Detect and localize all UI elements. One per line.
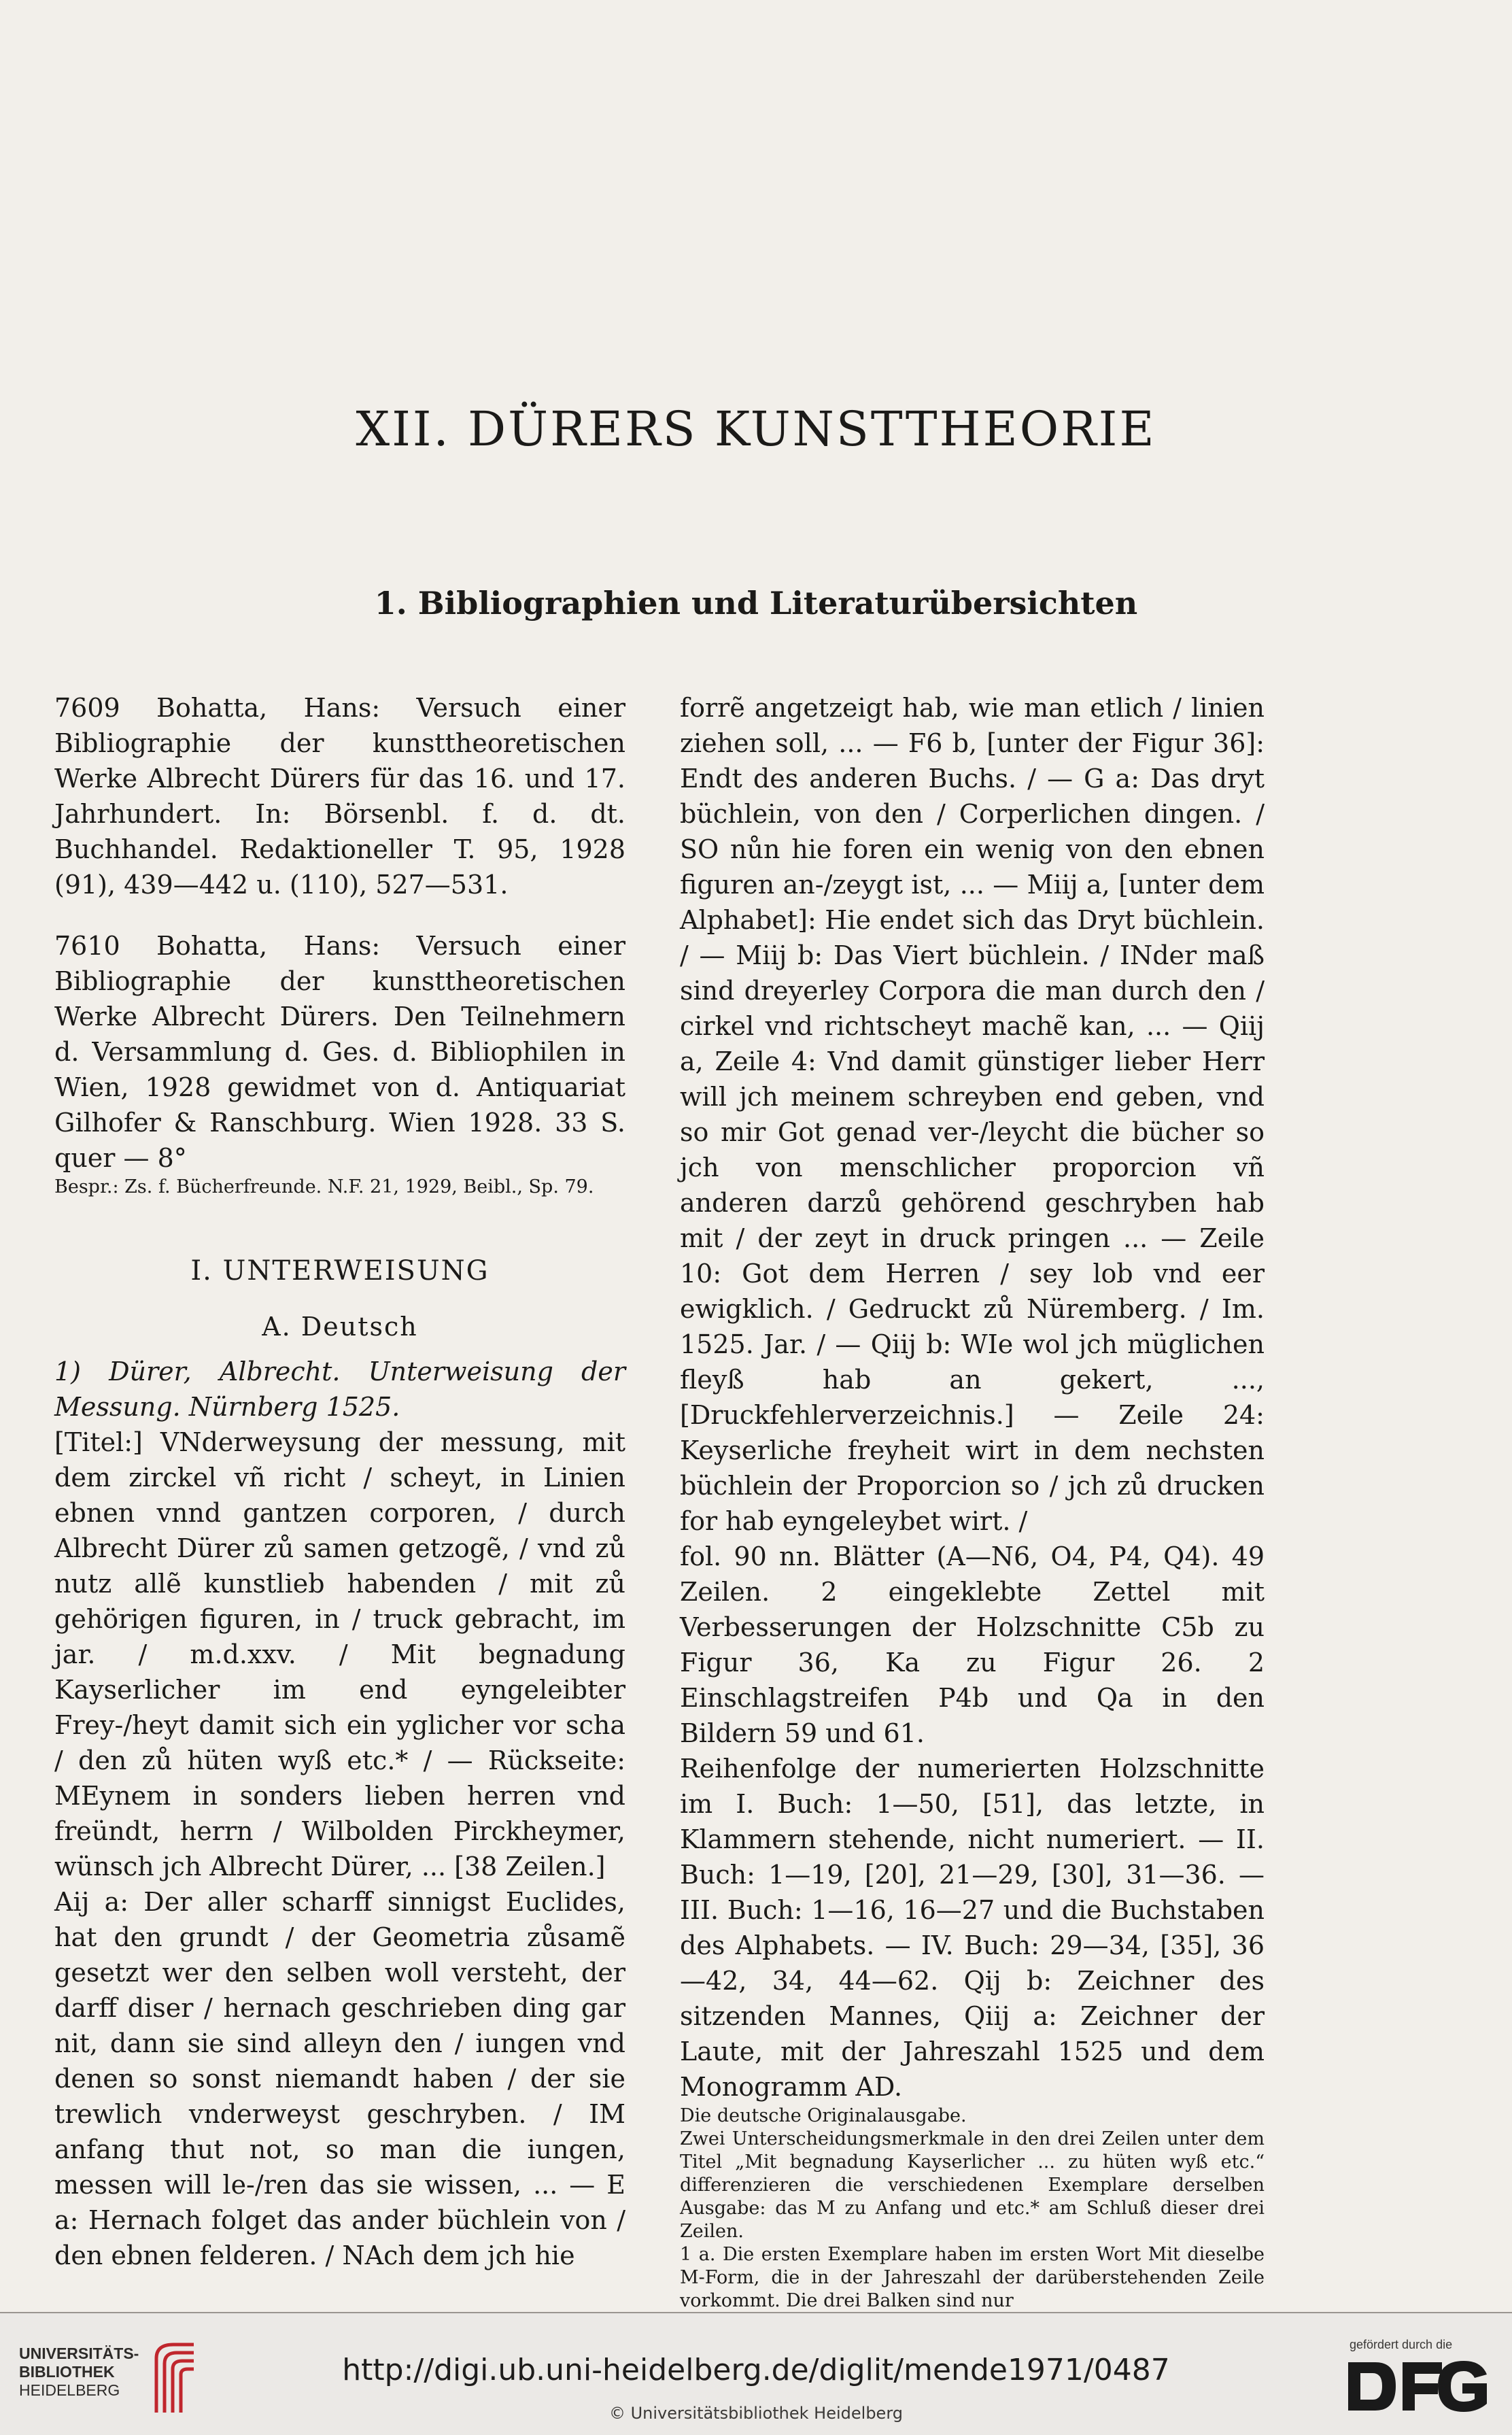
heading-deutsch: A. Deutsch xyxy=(262,1312,418,1342)
item-title: 1) Dürer, Albrecht. Unterweisung der Messung. Nürnberg 1525. xyxy=(54,1357,625,1422)
title-transcription: [Titel:] VNderweysung der messung, mit dem zirckel vñ richt / scheyt, in Linien ebnen vnnd gantzen corporen, / durch Albrecht Dürer zů samen getzogẽ, / vnd zů nutz allẽ kunstlieb habenden / mit zů gehörigen figuren, in / truck gebracht, im jar. / m.d.xxv. / Mit begnadung Kayserlicher im end eyngeleibter Frey-/heyt damit sich ein yglicher vor scha / den zů hüten wyß etc.* / — Rückseite: MEynem in sonders lieben herren vnd freündt, herrn / Wilbolden Pirckheymer, wünsch jch Albrecht Dürer, ... [38 Zeilen.] xyxy=(54,1427,625,1881)
copyright-notice: © Universitätsbibliothek Heidelberg xyxy=(608,2404,903,2423)
permalink-url[interactable]: http://digi.ub.uni-heidelberg.de/diglit/mende1971/0487 xyxy=(342,2353,1170,2387)
library-line-2: BIBLIOTHEK xyxy=(19,2363,115,2381)
note-1a: 1 a. Die ersten Exemplare haben im ersten Wort Mit dieselbe M-Form, die in der Jahreszahl der darüberstehenden Zeile vorkommt. Die drei Balken sind nur xyxy=(680,2244,1265,2311)
bibliography-entry-7609: 7609 Bohatta, Hans: Versuch einer Bibliographie der kunsttheoretischen Werke Albrecht Dürers für das 16. und 17. Jahrhundert. In: Börsenbl. f. d. dt. Buchhandel. Redaktioneller T. 95, 1928 (91), 439—442 u. (110), 527—531. xyxy=(54,693,625,900)
note-distinguishing-marks: Zwei Unterscheidungsmerkmale in den drei Zeilen unter dem Titel „Mit begnadung Kayserlicher ... zu hüten wyß etc.“ differenzieren die verschiedenen Exemplare derselben Ausgabe: das M zu Anfang und etc.* am Schluß dieser drei Zeilen. xyxy=(680,2128,1265,2242)
collation-paragraph: fol. 90 nn. Blätter (A—N6, O4, P4, Q4). 49 Zeilen. 2 eingeklebte Zettel mit Verbesserungen der Holzschnitte C5b zu Figur 36, Ka zu Figur 26. 2 Einschlagstreifen P4b und Qa in den Bildern 59 und 61. xyxy=(680,1542,1265,1748)
section-title: 1. Bibliographien und Literaturübersichten xyxy=(374,585,1138,621)
note-original-edition: Die deutsche Originalausgabe. xyxy=(680,2105,967,2126)
woodcut-order-paragraph: Reihenfolge der numerierten Holzschnitte im I. Buch: 1—50, [51], das letzte, in Klammern stehende, nicht numeriert. — II. Buch: 1—19, [20], 21—29, [30], 31—36. — III. Buch: 1—16, 16—27 und die Buchstaben des Alphabets. — IV. Buch: 29—34, [35], 36—42, 34, 44—62. Qij b: Zeichner des sitzenden Mannes, Qiij a: Zeichner der Laute, mit der Jahreszahl 1525 und dem Monogramm AD. xyxy=(680,1754,1265,2102)
left-column xyxy=(54,690,625,2273)
heading-unterweisung: I. UNTERWEISUNG xyxy=(190,1255,489,1287)
text-transcription: Aij a: Der aller scharff sinnigst Euclides, hat den grundt / der Geometria zůsamẽ gesetzt wer den selben woll versteht, der darff diser / hernach geschrieben ding gar nit, dann sie sind alleyn den / iungen vnd denen so sonst niemandt haben / der sie trewlich vnderweyst geschryben. / IM anfang thut not, so man die iungen, messen will le-/ren das sie wissen, ... — E a: Hernach folget das ander büchlein von / den ebnen felderen. / NAch dem jch hie xyxy=(54,1887,625,2270)
bibliography-entry-7610: 7610 Bohatta, Hans: Versuch einer Bibliographie der kunsttheoretischen Werke Albrecht Dürers. Den Teilnehmern d. Versammlung d. Ges. d. Bibliophilen in Wien, 1928 gewidmet von d. Antiquariat Gilhofer & Ranschburg. Wien 1928. 33 S. quer — 8° xyxy=(54,931,625,1173)
library-line-3: HEIDELBERG xyxy=(19,2381,120,2399)
dfg-logo-icon xyxy=(1343,2354,1492,2419)
library-line-1: UNIVERSITÄTS- xyxy=(19,2345,139,2362)
right-column xyxy=(680,690,1265,2313)
funding-label: gefördert durch die xyxy=(1350,2338,1453,2351)
text-transcription-continued: forrẽ angetzeigt hab, wie man etlich / linien ziehen soll, ... — F6 b, [unter der Figur 36]: Endt des anderen Buchs. / — G a: Das dryt büchlein, von den / Corperlichen dingen. / SO nůn hie foren ein wenig von den ebnen figuren an-/zeygt ist, ... — Miij a, [unter dem Alphabet]: Hie endet sich das Dryt büchlein. / — Miij b: Das Viert büchlein. / INder maß sind dreyerley Corpora die man durch den / cirkel vnd richtscheyt machẽ kan, ... — Qiij a, Zeile 4: Vnd damit günstiger lieber Herr will jch meinem schreyben end geben, vnd so mir Got genad ver-/leycht die bücher so jch von menschlicher proporcion vñ anderen darzů gehörend geschryben hab mit / der zeyt in druck pringen ... — Zeile 10: Got dem Herren / sey lob vnd eer ewigklich. / Gedruckt zů Nüremberg. / Im. 1525. Jar. / — Qiij b: WIe wol jch müglichen fleyß hab an gekert, ..., [Druckfehlerverzeichnis.] — Zeile 24: Keyserliche freyheit wirt in dem nechsten büchlein der Proporcion so / jch zů drucken for hab eyngeleybet wirt. / xyxy=(680,693,1265,1536)
chapter-title: XII. DÜRERS KUNSTTHEORIE xyxy=(356,401,1156,457)
review-note: Bespr.: Zs. f. Bücherfreunde. N.F. 21, 1929, Beibl., Sp. 79. xyxy=(54,1176,594,1197)
